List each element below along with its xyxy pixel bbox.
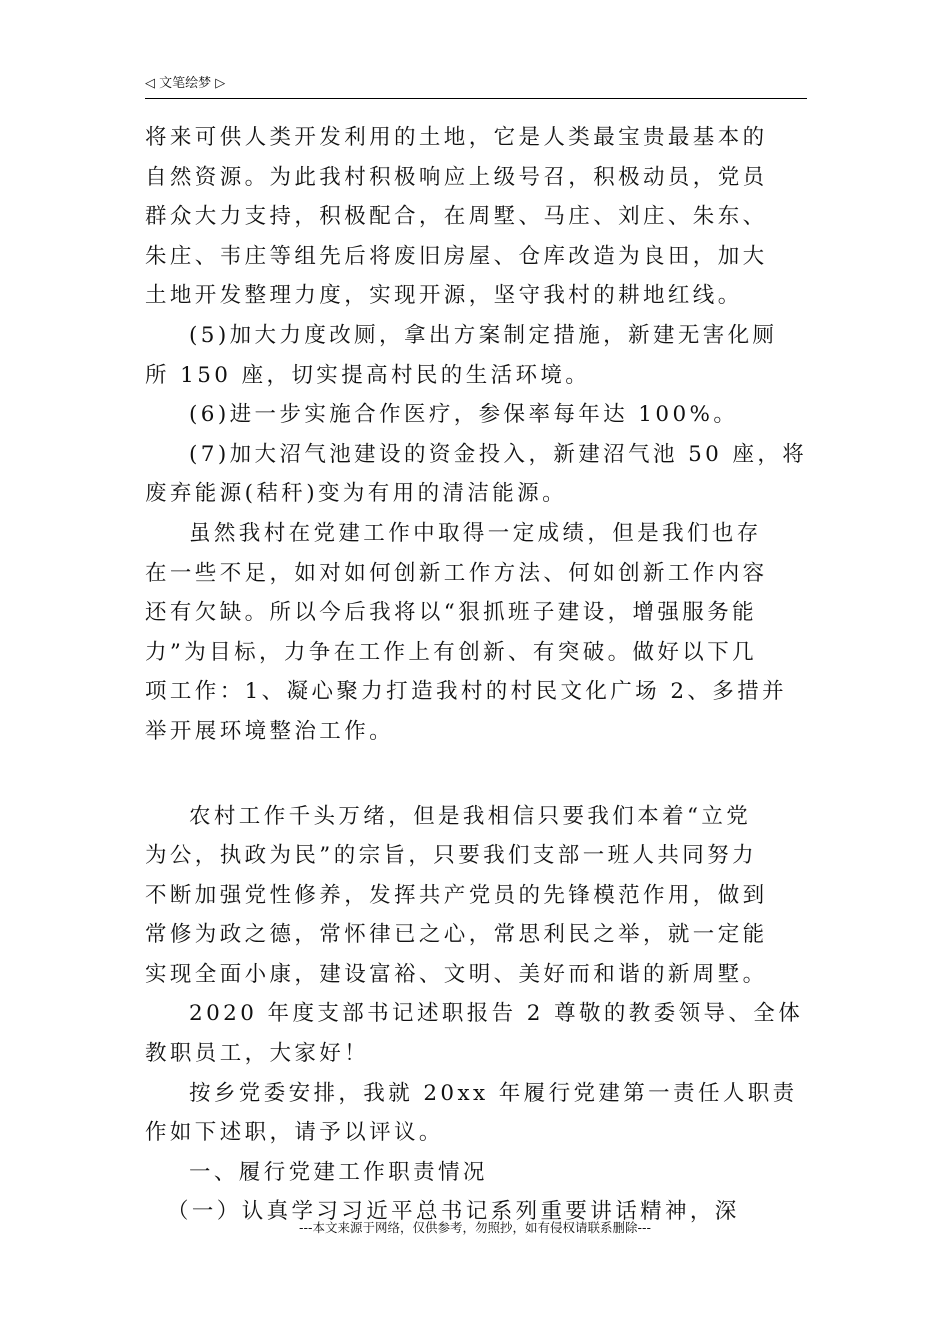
header-divider [145,98,807,99]
text-line: （一）认真学习习近平总书记系列重要讲话精神，深 [167,1199,740,1225]
text-line: 作如下述职，请予以评议。 [145,1120,444,1146]
header-brand: ◁ 文笔绘梦 ▷ [145,76,226,91]
text-line: 将来可供人类开发利用的土地，它是人类最宝贵最基本的 [145,125,768,150]
page-header [145,74,807,98]
text-line: 虽然我村在党建工作中取得一定成绩，但是我们也存 [189,520,762,546]
text-line: (5)加大力度改厕，拿出方案制定措施，新建无害化厕 [189,322,778,348]
text-line: 朱庄、韦庄等组先后将废旧房屋、仓库改造为良田，加大 [145,243,768,269]
text-line: 为公，执政为民”的宗旨，只要我们支部一班人共同努力 [145,843,757,869]
page-footer: ---本文来源于网络，仅供参考，勿照抄，如有侵权请联系删除--- [298,1220,652,1235]
text-line: 举开展环境整治工作。 [145,718,395,744]
text-line: 力”为目标，力争在工作上有创新、有突破。做好以下几 [145,639,757,665]
text-line: 在一些不足，如对如何创新工作方法、何如创新工作内容 [145,560,768,586]
text-line: 不断加强党性修养，发挥共产党员的先锋模范作用，做到 [145,882,768,908]
document-body [145,118,807,1232]
text-line: 群众大力支持，积极配合，在周墅、马庄、刘庄、朱东、 [145,204,768,230]
text-line: 土地开发整理力度，实现开源，坚守我村的耕地红线。 [145,283,743,309]
text-line: 常修为政之德，常怀律已之心，常思利民之举，就一定能 [145,922,768,948]
text-line: 所 150 座，切实提高村民的生活环境。 [145,362,591,388]
text-line: (7)加大沼气池建设的资金投入，新建沼气池 50 座，将 [189,441,808,467]
text-line: 按乡党委安排，我就 20xx 年履行党建第一责任人职责 [189,1080,798,1106]
text-line: 实现全面小康，建设富裕、文明、美好而和谐的新周墅。 [145,961,768,987]
text-line: 还有欠缺。所以今后我将以“狠抓班子建设，增强服务能 [145,600,757,626]
text-line: 项工作：1、凝心聚力打造我村的村民文化广场 2、多措并 [145,679,787,705]
text-line: 废弃能源(秸秆)变为有用的清洁能源。 [145,481,567,507]
paragraph-gap [145,752,807,797]
text-line: 自然资源。为此我村积极响应上级号召，积极动员，党员 [145,164,768,190]
text-line: 教职员工，大家好！ [145,1041,370,1067]
text-line: 2020 年度支部书记述职报告 2 尊敬的教委领导、全体 [189,1001,804,1027]
section-heading: 一、履行党建工作职责情况 [189,1159,488,1185]
text-line: 农村工作千头万绪，但是我相信只要我们本着“立党 [189,803,752,829]
text-line: (6)进一步实施合作医疗，参保率每年达 100%。 [189,402,739,428]
